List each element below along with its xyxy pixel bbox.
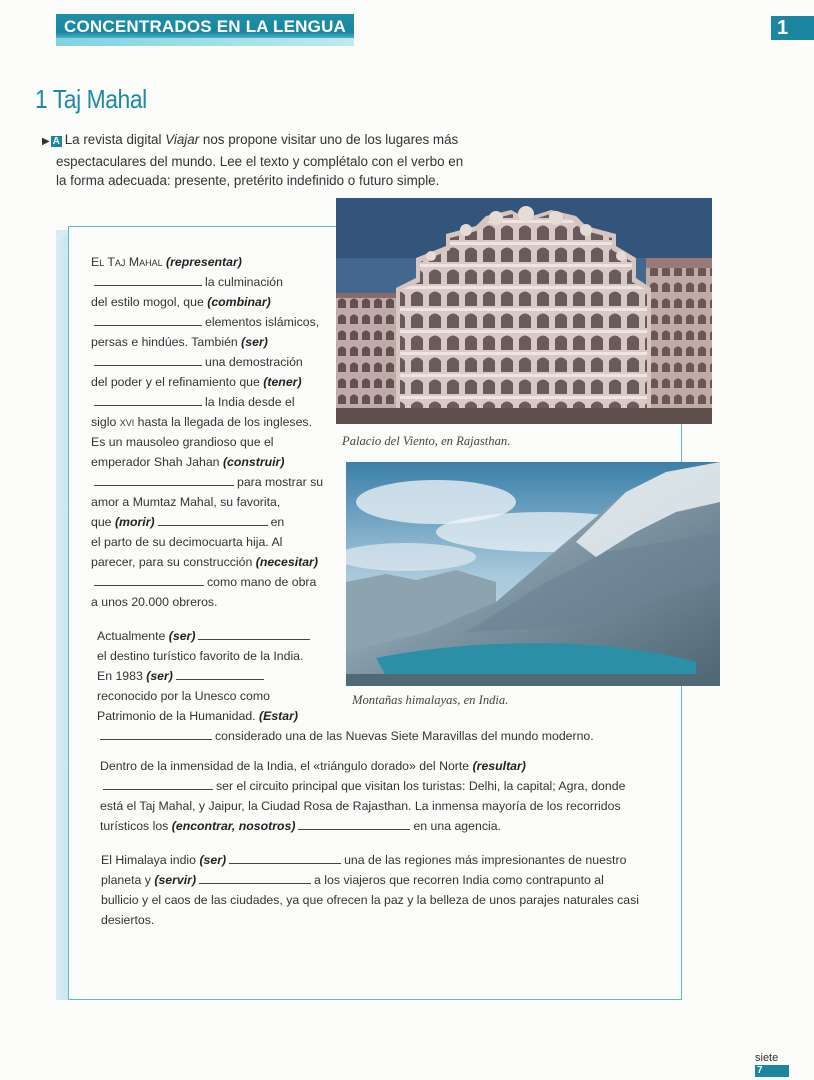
header-underline <box>56 38 354 46</box>
story-text: Es un mausoleo grandioso que el <box>91 435 274 449</box>
instruction-text: la forma adecuada: presente, pretérito indefinido o futuro simple. <box>56 173 440 188</box>
story-text: emperador Shah Jahan <box>91 455 220 469</box>
verb-prompt: (representar) <box>166 255 242 269</box>
palace-of-winds-image <box>336 198 712 424</box>
story-text: en <box>270 515 285 529</box>
verb-prompt: (ser) <box>241 335 268 349</box>
story-text: El Himalaya indio <box>101 853 197 867</box>
story-text: a unos 20.000 obreros. <box>91 595 218 609</box>
story-text: siglo <box>91 415 117 429</box>
story-text: turísticos los <box>100 819 169 833</box>
story-text: una de las regiones más impresionantes de nuestro <box>344 853 627 867</box>
story-text: Actualmente <box>97 629 166 643</box>
blank-field[interactable] <box>298 817 410 830</box>
paragraph-1 <box>91 252 323 612</box>
story-text: que <box>91 515 112 529</box>
story-text: Dentro de la inmensidad de la India, el «triángulo dorado» del Norte <box>100 759 470 773</box>
story-text: en una agencia. <box>413 819 501 833</box>
story-text: a los viajeros que recorren India como contrapunto al <box>314 873 604 887</box>
story-text: parecer, para su construcción <box>91 555 253 569</box>
story-text: como mano de obra <box>207 575 317 589</box>
paragraph-4 <box>101 850 671 930</box>
blank-field[interactable] <box>94 273 202 286</box>
blank-field[interactable] <box>103 777 213 790</box>
verb-prompt: (morir) <box>114 515 155 529</box>
blank-field[interactable] <box>229 851 341 864</box>
chapter-header: CONCENTRADOS EN LA LENGUA <box>56 14 354 40</box>
story-text: la India desde el <box>205 395 295 409</box>
blank-field[interactable] <box>158 513 268 526</box>
blank-field[interactable] <box>94 473 234 486</box>
story-text: está el Taj Mahal, y Jaipur, la Ciudad Rosa de Rajasthan. La inmensa mayoría de los recorridos <box>100 799 621 813</box>
page-footer <box>755 1052 814 1077</box>
palace-photo <box>336 198 712 424</box>
blank-field[interactable] <box>94 353 202 366</box>
exercise-instruction <box>42 130 512 191</box>
mountains-caption: Montañas himalayas, en India. <box>352 693 509 707</box>
verb-prompt: (necesitar) <box>255 555 318 569</box>
blank-field[interactable] <box>94 313 202 326</box>
blank-field[interactable] <box>199 871 311 884</box>
verb-prompt: (construir) <box>222 455 285 469</box>
verb-prompt: (ser) <box>146 669 173 683</box>
paragraph-2 <box>97 626 594 746</box>
palace-caption: Palacio del Viento, en Rajasthan. <box>342 434 511 448</box>
story-text: el parto de su decimocuarta hija. Al <box>91 535 283 549</box>
page-number: 7 <box>755 1065 789 1077</box>
story-text: la culminación <box>205 275 283 289</box>
verb-prompt: (servir) <box>154 873 197 887</box>
verb-prompt: (ser) <box>199 853 227 867</box>
story-text: persas e hindúes. También <box>91 335 238 349</box>
story-text: amor a Mumtaz Mahal, su favorita, <box>91 495 281 509</box>
story-text: Patrimonio de la Humanidad. <box>97 709 256 723</box>
verb-prompt: (tener) <box>263 375 302 389</box>
story-text: para mostrar su <box>237 475 324 489</box>
blank-field[interactable] <box>94 393 202 406</box>
exercise-badge: A <box>52 136 60 147</box>
blank-field[interactable] <box>198 627 310 640</box>
story-text: del estilo mogol, que <box>91 295 204 309</box>
story-text: En 1983 <box>97 669 143 683</box>
story-text: reconocido por la Unesco como <box>97 689 270 703</box>
paragraph-3 <box>100 756 625 836</box>
unit-number: 1 <box>771 16 814 40</box>
verb-prompt: (Estar) <box>259 709 298 723</box>
page-word: siete <box>755 1052 779 1064</box>
story-text: desiertos. <box>101 913 155 927</box>
story-text: considerado una de las Nuevas Siete Maravillas del mundo moderno. <box>215 729 594 743</box>
play-arrow-icon: ▶ <box>42 136 50 147</box>
story-text: del poder y el refinamiento que <box>91 375 260 389</box>
blank-field[interactable] <box>100 727 212 740</box>
story-text: El Taj Mahal <box>91 255 163 269</box>
verb-prompt: (ser) <box>168 629 196 643</box>
blank-field[interactable] <box>176 667 264 680</box>
instruction-text: La revista digital <box>64 132 166 147</box>
century-numeral: xvi <box>119 415 135 429</box>
story-text: una demostración <box>205 355 303 369</box>
section-title: 1 Taj Mahal <box>35 84 147 114</box>
story-text: bullicio y el caos de las ciudades, ya que ofrecen la paz y la belleza de unos parajes naturales casi <box>101 893 639 907</box>
verb-prompt: (combinar) <box>207 295 271 309</box>
verb-prompt: (encontrar, nosotros) <box>171 819 296 833</box>
blank-field[interactable] <box>94 573 204 586</box>
story-text: hasta la llegada de los ingleses. <box>137 415 312 429</box>
story-text: elementos islámicos, <box>205 315 320 329</box>
verb-prompt: (resultar) <box>472 759 526 773</box>
story-text: planeta y <box>101 873 151 887</box>
story-text: el destino turístico favorito de la India. <box>97 649 304 663</box>
story-text: ser el circuito principal que visitan los turistas: Delhi, la capital; Agra, donde <box>216 779 626 793</box>
magazine-name: Viajar <box>165 132 200 147</box>
instruction-text: nos propone visitar uno de los lugares más <box>199 132 459 147</box>
instruction-text: espectaculares del mundo. Lee el texto y complétalo con el verbo en <box>56 153 464 169</box>
